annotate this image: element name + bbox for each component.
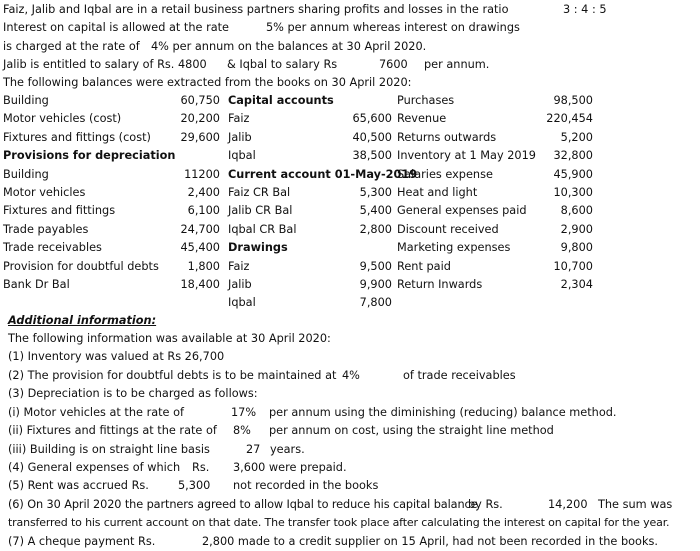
col2-label: Iqbal	[228, 149, 256, 163]
col2-value: 5,400	[359, 204, 392, 218]
col3-label: Revenue	[397, 112, 447, 126]
note-3iii-b: 27	[246, 443, 261, 456]
col1-label: Bank Dr Bal	[3, 278, 70, 291]
col2-label: Faiz CR Bal	[228, 186, 291, 199]
note-3i-b: 17%	[231, 406, 257, 419]
note-6d: The sum was	[598, 498, 673, 511]
col3-value: 2,304	[560, 278, 593, 291]
intro-line-4d: per annum.	[424, 58, 490, 71]
col3-label: Return Inwards	[397, 278, 483, 291]
col2-value: 40,500	[352, 130, 392, 144]
col3-label: Rent paid	[397, 259, 451, 273]
col2-value: 38,500	[352, 149, 392, 163]
col1-value: 20,200	[180, 112, 220, 126]
intro-line-4a: Jalib is entitled to salary of Rs. 4800	[3, 58, 207, 71]
col3-value: 8,600	[560, 204, 593, 218]
col3-label: Returns outwards	[397, 130, 497, 144]
note-4a: (4) General expenses of which	[8, 461, 181, 474]
intro-line-2b: 5% per annum whereas interest on drawings	[266, 21, 520, 34]
col3-value: 32,800	[553, 149, 593, 163]
col2-value: 7,800	[359, 296, 392, 310]
col3-value: 45,900	[553, 167, 593, 181]
col3-label: Heat and light	[397, 186, 478, 199]
col3-value: 10,300	[553, 186, 593, 199]
col2-label: Jalib	[228, 278, 252, 291]
col2-value: 65,600	[352, 112, 392, 126]
note-1: (1) Inventory was valued at Rs 26,700	[8, 350, 225, 363]
col1-value: 1,800	[187, 259, 220, 273]
col2-label: Jalib CR Bal	[228, 204, 293, 218]
col1-label: Fixtures and fittings	[3, 204, 116, 218]
col2-value: 2,800	[359, 222, 392, 236]
col2-label: Capital accounts	[228, 94, 334, 107]
col3-value: 9,800	[560, 241, 593, 255]
col2-label: Faiz	[228, 112, 250, 126]
col1-label: Building	[3, 94, 49, 107]
col1-label: Motor vehicles (cost)	[3, 112, 122, 126]
intro-line-4b: & Iqbal to salary Rs	[227, 58, 338, 71]
note-3ii-c: per annum on cost, using the straight line method	[269, 424, 554, 437]
col3-label: Marketing expenses	[397, 241, 511, 255]
note-4c: 3,600 were prepaid.	[233, 461, 347, 474]
col3-value: 2,900	[560, 222, 593, 236]
col2-value: 9,900	[359, 278, 392, 291]
intro-line-5: The following balances were extracted from the books on 30 April 2020:	[3, 76, 412, 89]
note-3iii-a: (iii) Building is on straight line basis	[8, 443, 210, 456]
col3-label: Discount received	[397, 222, 499, 236]
col1-label: Fixtures and fittings (cost)	[3, 130, 151, 144]
col1-label: Provisions for depreciation	[3, 149, 176, 163]
col2-label: Drawings	[228, 241, 288, 255]
intro-line-3a: is charged at the rate of	[3, 40, 140, 53]
col3-label: Inventory at 1 May 2019	[397, 149, 536, 163]
col1-label: Trade payables	[3, 222, 89, 236]
note-6c: 14,200	[548, 498, 588, 511]
note-3i-a: (i) Motor vehicles at the rate of	[8, 406, 184, 419]
note-6e: transferred to his current account on that date. The transfer took place after calculating the interest on capital for the year.	[8, 516, 670, 529]
note-5a: (5) Rent was accrued Rs.	[8, 479, 149, 492]
additional-intro: The following information was available at 30 April 2020:	[8, 332, 331, 345]
col1-value: 11200	[184, 167, 220, 181]
intro-line-4c: 7600	[379, 58, 408, 71]
intro-line-3b: 4% per annum on the balances at 30 April 2020.	[151, 40, 427, 53]
col3-value: 98,500	[553, 94, 593, 107]
note-2b: 4%	[342, 369, 360, 382]
col3-label: Salaries expense	[397, 167, 493, 181]
col2-label: Jalib	[228, 130, 252, 144]
col1-label: Trade receivables	[3, 241, 102, 255]
col1-value: 24,700	[180, 222, 220, 236]
col1-value: 45,400	[180, 241, 220, 255]
col1-label: Provision for doubtful debts	[3, 259, 159, 273]
note-3i-c: per annum using the diminishing (reducing) balance method.	[269, 406, 617, 419]
col1-value: 6,100	[187, 204, 220, 218]
col3-value: 220,454	[546, 112, 593, 126]
note-6a: (6) On 30 April 2020 the partners agreed to allow Iqbal to reduce his capital balance	[8, 498, 478, 511]
note-3ii-b: 8%	[233, 424, 251, 437]
col2-label: Iqbal CR Bal	[228, 222, 297, 236]
col1-value: 29,600	[180, 130, 220, 144]
note-7b: 2,800 made to a credit supplier on 15 April, had not been recorded in the books.	[202, 535, 658, 548]
note-3ii-a: (ii) Fixtures and fittings at the rate of	[8, 424, 217, 437]
note-4b: Rs.	[192, 461, 210, 474]
intro-line-1: Faiz, Jalib and Iqbal are in a retail business partners sharing profits and losses in the ratio	[3, 3, 509, 16]
col1-value: 2,400	[187, 186, 220, 199]
ratio: 3 : 4 : 5	[563, 3, 607, 16]
col3-value: 10,700	[553, 259, 593, 273]
col1-label: Building	[3, 167, 49, 181]
col2-label: Current account 01-May-2019	[228, 167, 418, 181]
note-2c: of trade receivables	[403, 369, 516, 382]
col2-label: Faiz	[228, 259, 250, 273]
col2-label: Iqbal	[228, 296, 256, 310]
col2-value: 9,500	[359, 259, 392, 273]
note-5c: not recorded in the books	[233, 479, 379, 492]
intro-line-2a: Interest on capital is allowed at the rate	[3, 21, 230, 34]
note-7a: (7) A cheque payment Rs.	[8, 535, 156, 548]
note-2a: (2) The provision for doubtful debts is to be maintained at	[8, 369, 337, 382]
note-5b: 5,300	[178, 479, 211, 492]
col3-value: 5,200	[560, 130, 593, 144]
col2-value: 5,300	[359, 186, 392, 199]
note-3iii-c: years.	[270, 443, 305, 456]
col3-label: General expenses paid	[397, 204, 527, 218]
col3-label: Purchases	[397, 94, 455, 107]
note-6b: by Rs.	[468, 498, 503, 511]
col1-label: Motor vehicles	[3, 186, 86, 199]
note-3: (3) Depreciation is to be charged as follows:	[8, 387, 258, 400]
additional-heading: Additional information:	[8, 314, 157, 327]
col1-value: 60,750	[180, 94, 220, 107]
col1-value: 18,400	[180, 278, 220, 291]
